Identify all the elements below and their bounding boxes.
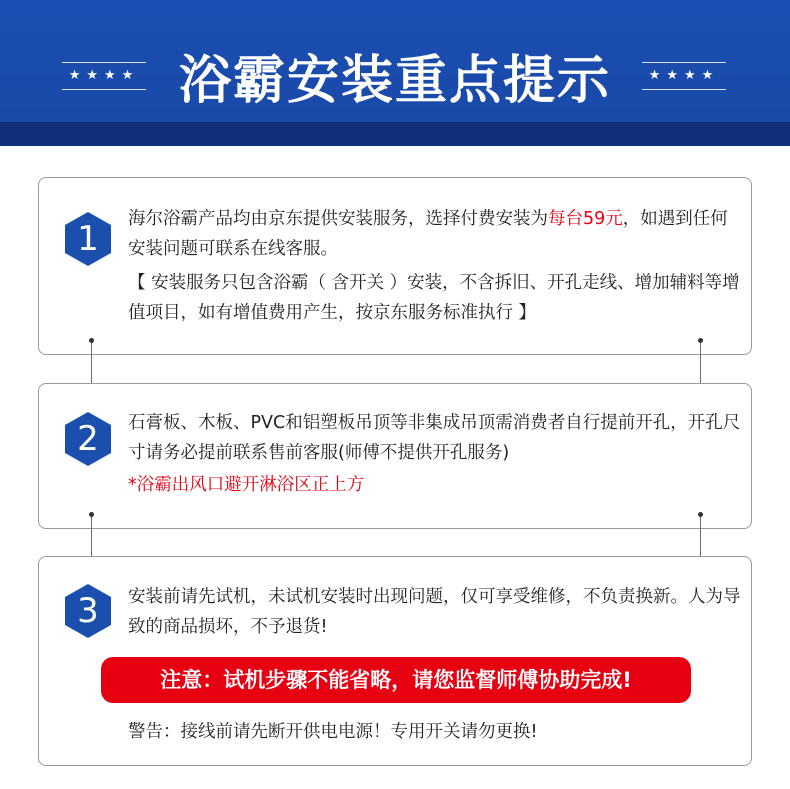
header-banner (0, 0, 790, 146)
step-card-1 (38, 177, 752, 355)
step-number-badge-1 (63, 211, 113, 267)
step-number: 2 (77, 419, 99, 459)
stars-decoration-right: ★★★★ (642, 62, 726, 90)
warning-text: 警告：接线前请先断开供电电源！专用开关请勿更换! (128, 722, 538, 742)
page-title: 浴霸安装重点提示 (178, 51, 611, 111)
stars-decoration-left: ★★★★ (62, 62, 146, 90)
step-note-1: 【 安装服务只包含浴霸（ 含开关 ）安装，不含拆旧、开孔走线、增加辅料等增值项目，如有增值费用产生，按京东服务标准执行 】 (128, 273, 740, 323)
step-highlight-2: *浴霸出风口避开淋浴区正上方 (128, 475, 365, 495)
step-text-3: 安装前请先试机，未试机安装时出现问题，仅可享受维修，不负责换新。人为导致的商品损坏，不予退货! (128, 587, 741, 637)
step-card-2 (38, 383, 752, 529)
header-band (0, 122, 790, 146)
step-number: 1 (77, 219, 99, 259)
step-text-1-part1: 海尔浴霸产品均由京东提供安装服务，选择付费安装为 (128, 209, 548, 229)
step-card-3 (38, 556, 752, 766)
step-text-1 (128, 204, 743, 264)
step-number: 3 (77, 591, 99, 631)
notice-banner: 注意：试机步骤不能省略，请您监督师傅协助完成! (101, 657, 691, 703)
step-number-badge-2 (63, 411, 113, 467)
step-text-2: 石膏板、木板、PVC和铝塑板吊顶等非集成吊顶需消费者自行提前开孔，开孔尺寸请务必提前联系售前客服(师傅不提供开孔服务) (128, 413, 741, 463)
step-number-badge-3 (63, 583, 113, 639)
step-text-1-part2: ，如遇到任何安装问题可联系在线客服。 (128, 209, 728, 259)
price-highlight: 每台59元 (548, 209, 623, 229)
